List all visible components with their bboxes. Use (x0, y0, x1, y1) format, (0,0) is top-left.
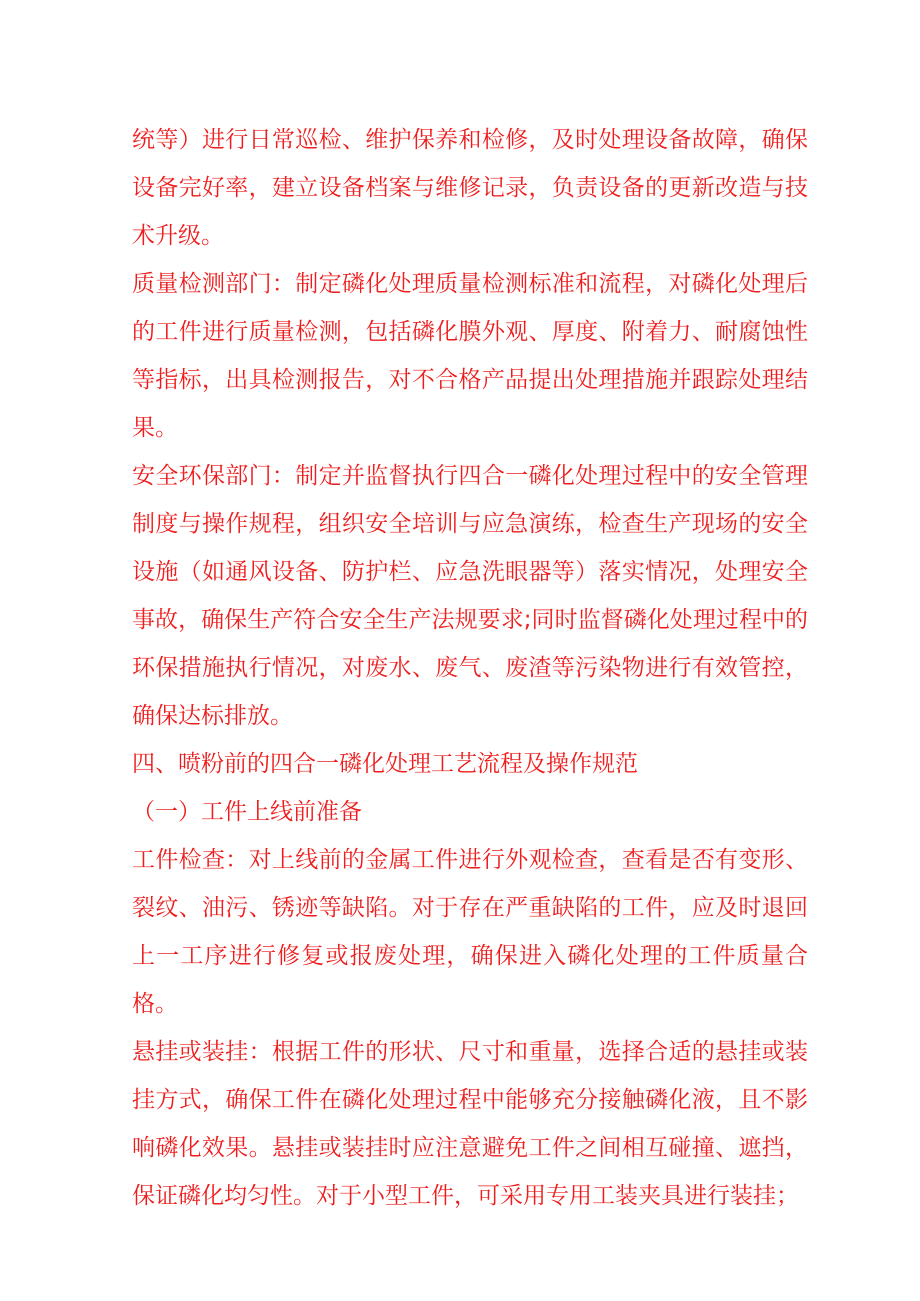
paragraph-workpiece-inspection: 工件检查：对上线前的金属工件进行外观检查，查看是否有变形、裂纹、油污、锈迹等缺陷。对于存在严重缺陷的工件，应及时退回上一工序进行修复或报废处理，确保进入磷化处理的工件质量合格。 (132, 847, 808, 1017)
paragraph-hanging-mounting: 悬挂或装挂：根据工件的形状、尺寸和重量，选择合适的悬挂或装挂方式，确保工件在磷化处理过程中能够充分接触磷化液，且不影响磷化效果。悬挂或装挂时应注意避免工件之间相互碰撞、遮挡，保证磷化均匀性。对于小型工件，可采用专用工装夹具进行装挂； (132, 1039, 808, 1209)
document-body (132, 116, 808, 1220)
paragraph-safety-environment: 安全环保部门：制定并监督执行四合一磷化处理过程中的安全管理制度与操作规程，组织安全培训与应急演练，检查生产现场的安全设施（如通风设备、防护栏、应急洗眼器等）落实情况，处理安全事故，确保生产符合安全生产法规要求;同时监督磷化处理过程中的环保措施执行情况，对废水、废气、废渣等污染物进行有效管控，确保达标排放。 (132, 463, 808, 729)
paragraph-quality-inspection: 质量检测部门：制定磷化处理质量检测标准和流程，对磷化处理后的工件进行质量检测，包括磷化膜外观、厚度、附着力、耐腐蚀性等指标，出具检测报告，对不合格产品提出处理措施并跟踪处理结果。 (132, 271, 808, 441)
section-heading: 四、喷粉前的四合一磷化处理工艺流程及操作规范 (132, 751, 638, 777)
paragraph-equipment-maintenance: 统等）进行日常巡检、维护保养和检修，及时处理设备故障，确保设备完好率，建立设备档案与维修记录，负责设备的更新改造与技术升级。 (132, 127, 808, 249)
subsection-heading: （一）工件上线前准备 (132, 799, 362, 825)
